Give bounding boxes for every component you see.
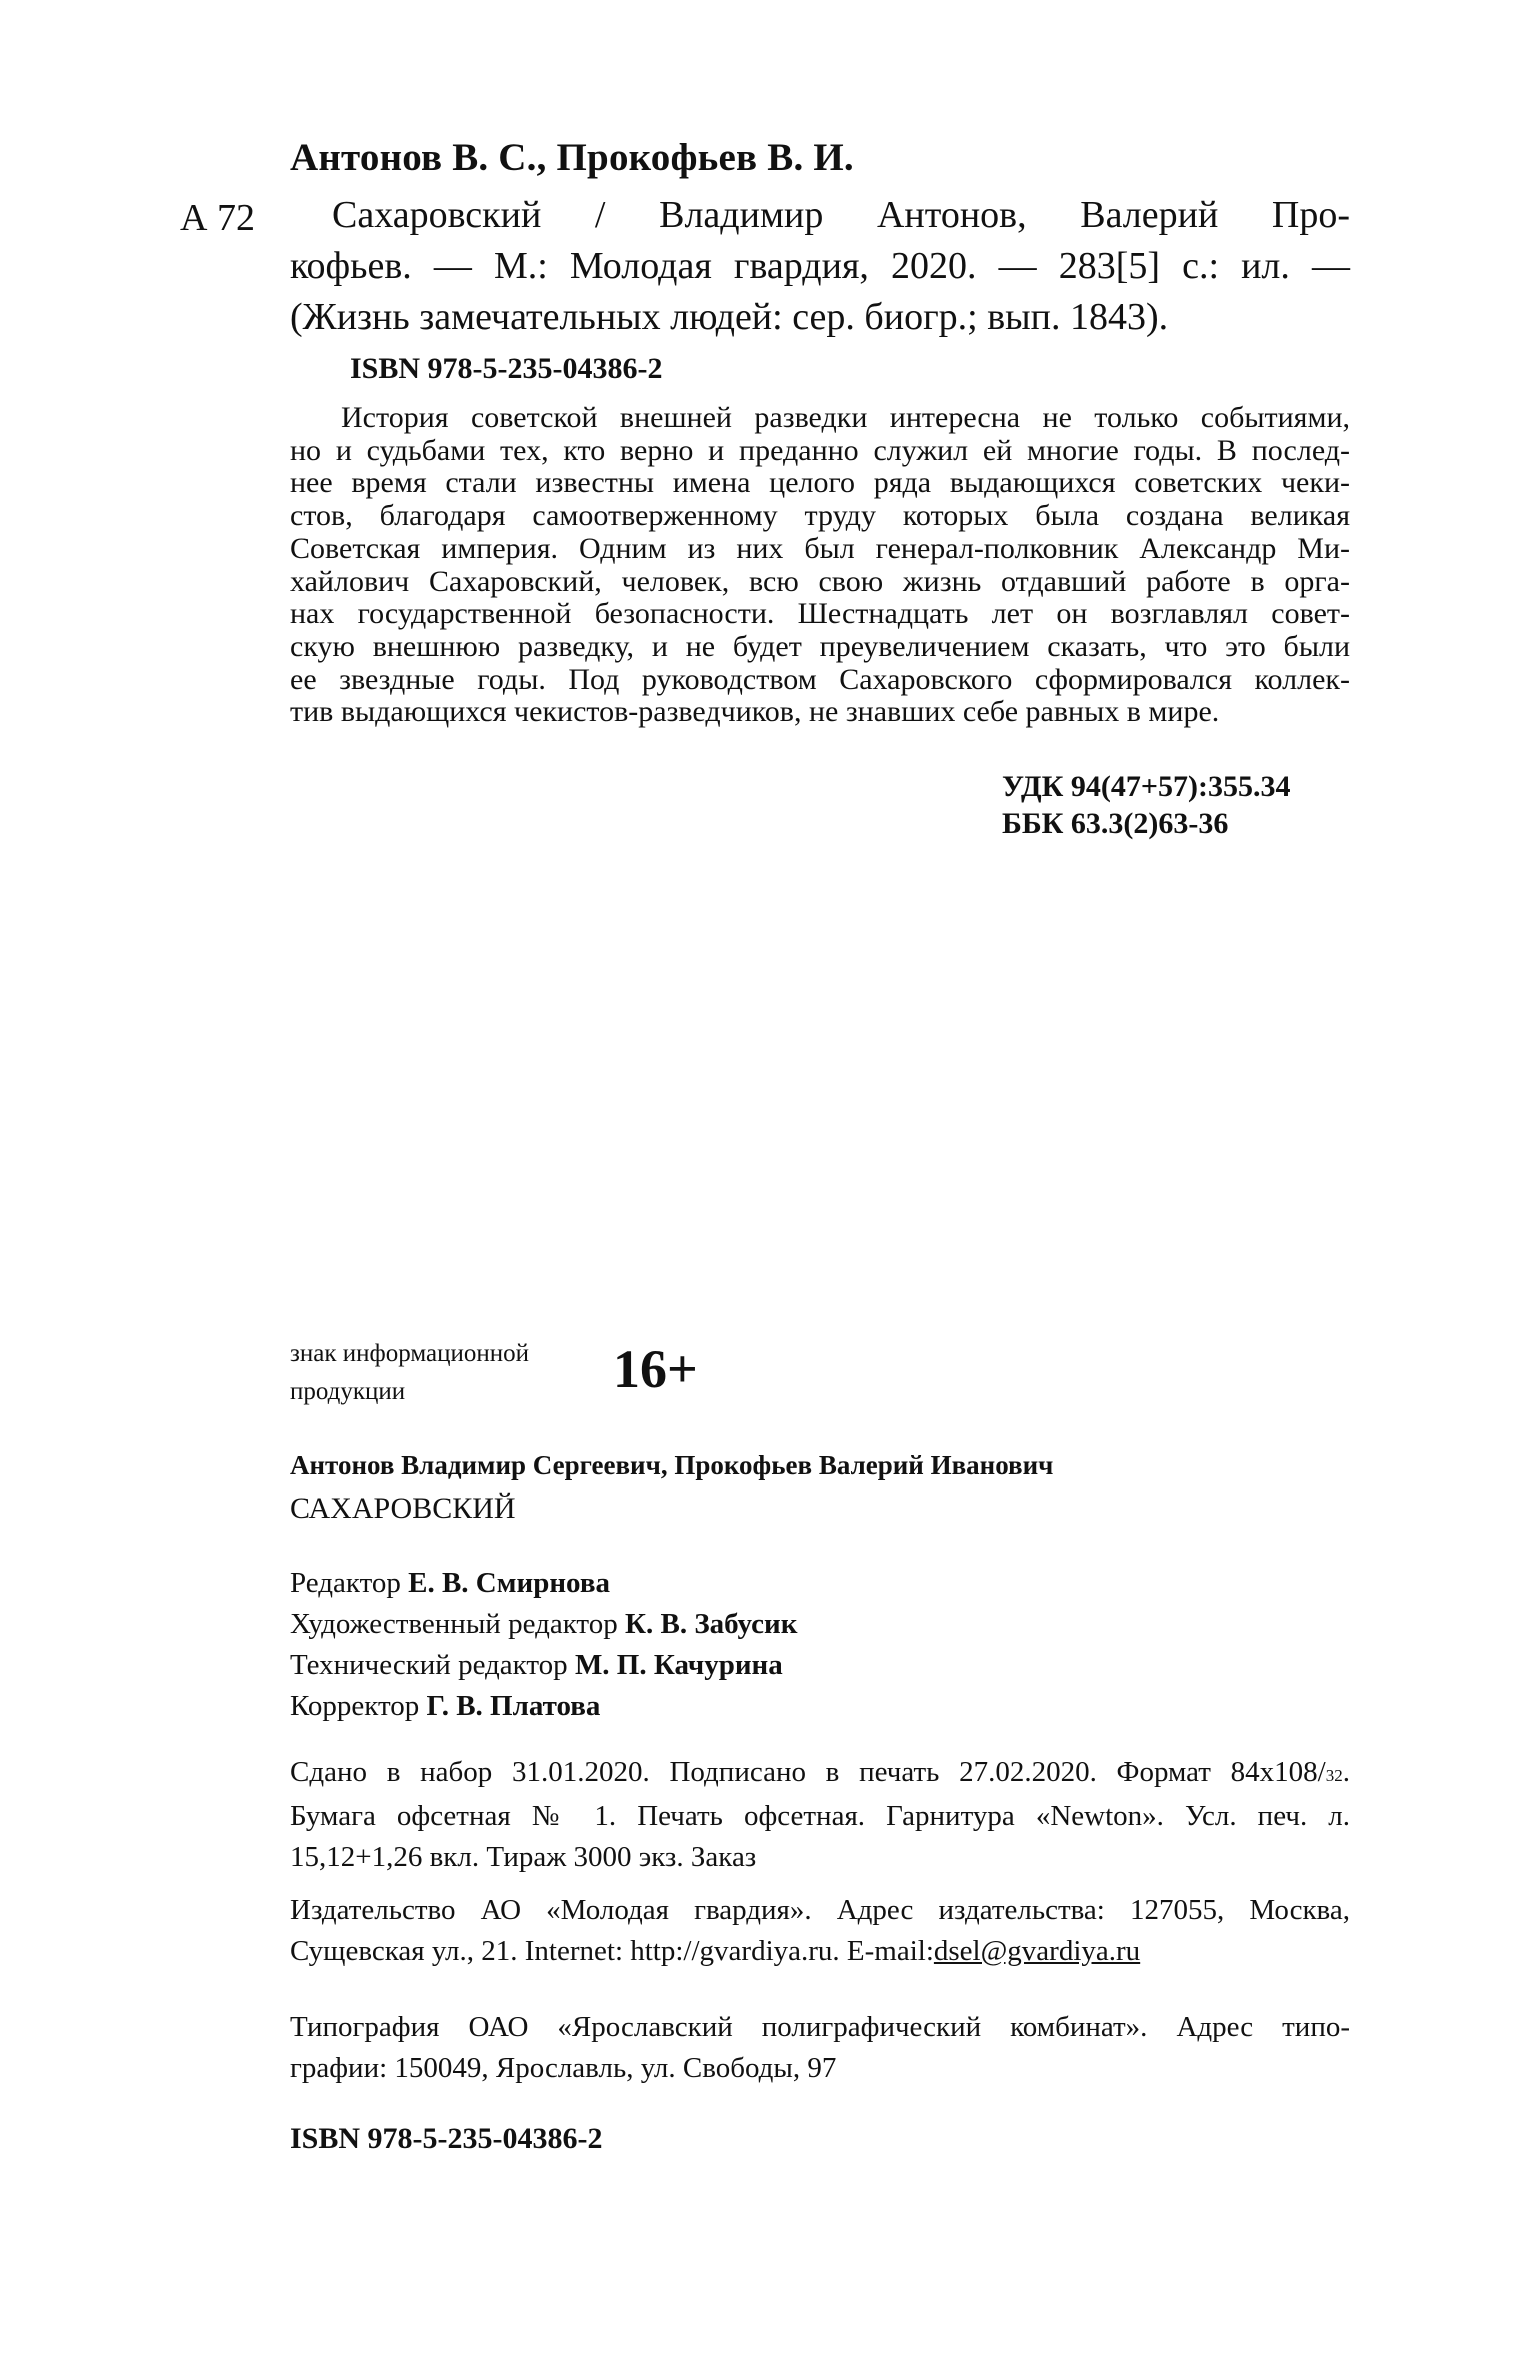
credit-row [290,1604,797,1645]
credit-role: Корректор [290,1690,420,1722]
credit-role: Художественный редактор [290,1608,618,1640]
annotation-line: хайлович Сахаровский, человек, всю свою жизнь отдавший работе в орга- [290,564,1350,598]
credit-name: Е. В. Смирнова [408,1567,610,1599]
classification-codes [1002,768,1290,842]
age-mark-label-line: продукции [290,1378,406,1405]
credit-row [290,1686,797,1727]
bibliographic-description [290,190,1350,343]
credit-name: Г. В. Платова [426,1690,601,1722]
printer-info [290,2007,1350,2089]
bib-line: кофьев. — М.: Молодая гвардия, 2020. — 283[5] с.: ил. — [290,245,1350,287]
annotation-line: История советской внешней разведки интересна не только событиями, [341,401,1350,434]
annotation-line: нее время стали известны имена целого ряда выдающихся советских чеки- [290,466,1350,500]
publisher-line: Издательство АО «Молодая гвардия». Адрес издательства: 127055, Москва, [290,1894,1350,1926]
annotation-line: стов, благодаря самоотверженному труду которых была создана великая [290,499,1350,533]
annotation-line: тив выдающихся чекистов-разведчиков, не знавших себе равных в мире. [290,695,1220,729]
print-info-text: Сдано в набор 31.01.2020. Подписано в печать 27.02.2020. Формат 84x108/ [290,1756,1326,1788]
publisher-info [290,1890,1350,1972]
publisher-line [290,1931,1350,1972]
print-info-line: 15,12+1,26 вкл. Тираж 3000 экз. Заказ [290,1841,757,1873]
annotation-line: Советская империя. Одним из них был генерал-полковник Александр Ми- [290,531,1350,565]
print-info-line: Бумага офсетная № 1. Печать офсетная. Гарнитура «Newton». Усл. печ. л. [290,1800,1350,1832]
credit-role: Редактор [290,1567,401,1599]
publisher-email-link[interactable]: dsel@gvardiya.ru [933,1935,1141,1967]
annotation-line: но и судьбами тех, кто верно и преданно служил ей многие годы. В послед- [290,433,1350,467]
credit-name: К. В. Забусик [624,1608,798,1640]
credit-role: Технический редактор [290,1649,568,1681]
print-info-line [290,1752,1350,1796]
isbn-bottom: ISBN 978-5-235-04386-2 [290,2122,603,2155]
credit-row [290,1563,797,1604]
udk-code: УДК 94(47+57):355.34 [1002,770,1291,803]
age-rating: 16+ [613,1339,698,1399]
credits-list [290,1563,797,1727]
age-mark-label-line: знак информационной [290,1340,529,1367]
imprint-title: САХАРОВСКИЙ [290,1492,516,1525]
bib-line: (Жизнь замечательных людей: сер. биогр.; вып. 1843). [290,296,1169,338]
credit-name: М. П. Качурина [574,1649,783,1681]
annotation-line: нах государственной безопасности. Шестнадцать лет он возглавлял совет- [290,597,1350,631]
book-authors: Антонов В. С., Прокофьев В. И. [290,136,854,179]
publisher-address: Сущевская ул., 21. Internet: http://gvardiya.ru. E-mail: [290,1935,934,1967]
age-mark-label [290,1335,529,1411]
printer-line: графии: 150049, Ярославль, ул. Свободы, 97 [290,2052,837,2084]
credit-row [290,1645,797,1686]
annotation-line: ее звездные годы. Под руководством Сахаровского сформировался коллек- [290,662,1350,696]
format-denominator: 32 [1325,1766,1343,1785]
library-code: А 72 [180,197,255,239]
printer-line: Типография ОАО «Ярославский полиграфический комбинат». Адрес типо- [290,2011,1350,2043]
bib-line: Сахаровский / Владимир Антонов, Валерий Про- [332,194,1350,236]
isbn-top: ISBN 978-5-235-04386-2 [350,352,663,385]
bbk-code: ББК 63.3(2)63-36 [1002,807,1229,840]
print-info [290,1752,1350,1878]
annotation-line: скую внешнюю разведку, и не будет преувеличением сказать, что это были [290,629,1350,663]
imprint-authors: Антонов Владимир Сергеевич, Прокофьев Валерий Иванович [290,1450,1054,1480]
annotation [290,402,1350,729]
print-info-end: . [1342,1756,1350,1788]
